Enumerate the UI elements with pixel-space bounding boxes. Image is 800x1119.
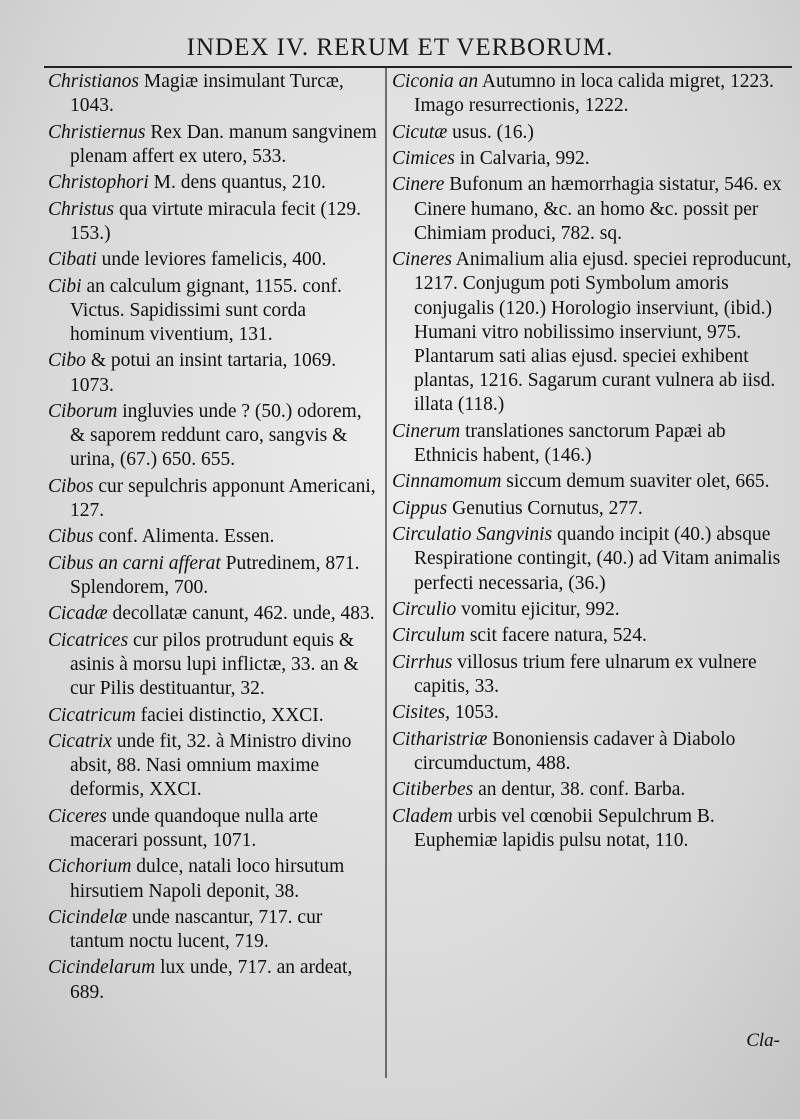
index-entry — [48, 906, 378, 954]
index-text: an dentur, 38. conf. Barba. — [473, 779, 686, 801]
index-text: urbis vel cœnobii Sepulchrum B. Euphemiæ lapidis pulsu notat, 110. — [414, 805, 715, 851]
index-entry — [392, 147, 792, 171]
index-entry — [392, 651, 792, 699]
index-keyword: Cippus — [392, 497, 448, 519]
index-keyword: Cibus — [48, 526, 94, 548]
index-entry — [48, 602, 378, 626]
index-text: 1053. — [449, 702, 499, 724]
index-text: Genutius Cornutus, 277. — [447, 497, 643, 519]
index-entry — [48, 275, 378, 348]
index-keyword: Citiberbes — [392, 779, 474, 801]
index-keyword: Ciceres — [48, 805, 107, 827]
index-text: unde quandoque nulla arte macerari possunt, 1071. — [70, 805, 319, 851]
index-text: M. dens quantus, 210. — [148, 172, 326, 194]
index-text: Autumno in loca calida migret, 1223. Imago resurrectionis, 1222. — [414, 71, 774, 117]
index-keyword: Ciconia an — [392, 71, 479, 92]
index-entry — [392, 805, 792, 853]
index-keyword: Cisites, — [392, 702, 450, 724]
index-keyword: Cicindelæ — [48, 906, 128, 928]
index-entry — [48, 475, 378, 523]
index-keyword: Cicatricum — [48, 704, 136, 726]
index-keyword: Cladem — [392, 805, 453, 827]
index-text: dulce, natali loco hirsutum hirsutiem Napoli deponit, 38. — [70, 856, 345, 902]
index-text: siccum demum suaviter olet, 665. — [501, 471, 770, 493]
index-text: vomitu ejicitur, 992. — [456, 598, 620, 620]
index-entry — [48, 956, 378, 1004]
index-entry — [48, 248, 378, 272]
index-keyword: Cinere — [392, 174, 445, 196]
index-text: lux unde, 717. an ardeat, 689. — [70, 957, 353, 1003]
index-text: cur pilos protrudunt equis & asinis à morsu lupi inflictæ, 33. an & cur Pilis destituantur, 32. — [70, 629, 359, 700]
index-keyword: Cineres — [392, 249, 452, 271]
index-keyword: Citharistriæ — [392, 728, 488, 750]
index-entry — [392, 778, 792, 802]
index-entry — [48, 730, 378, 803]
index-keyword: Cibo — [48, 350, 86, 372]
index-keyword: Cinnamomum — [392, 471, 502, 493]
index-text: Rex Dan. manum sangvinem plenam affert ex utero, 533. — [70, 121, 377, 167]
index-text: Magiæ insimulant Turcæ, 1043. — [70, 71, 344, 117]
index-text: unde leviores famelicis, 400. — [96, 249, 327, 271]
index-text: Putredinem, 871. Splendorem, 700. — [70, 552, 360, 598]
index-keyword: Cibati — [48, 249, 97, 271]
index-text: decollatæ canunt, 462. unde, 483. — [107, 603, 375, 625]
index-text: & potui an insint tartaria, 1069. 1073. — [70, 350, 337, 396]
index-entry — [392, 173, 792, 246]
index-keyword: Christophori — [48, 172, 149, 194]
index-entry — [392, 470, 792, 494]
index-text: conf. Alimenta. Essen. — [93, 526, 275, 548]
index-text: in Calvaria, 992. — [454, 147, 590, 169]
index-entry — [392, 121, 792, 145]
index-entry — [392, 624, 792, 648]
index-entry — [48, 400, 378, 473]
index-entry — [48, 525, 378, 549]
index-keyword: Cicadæ — [48, 603, 108, 625]
index-text: faciei distinctio, XXCI. — [135, 704, 324, 726]
index-keyword: Cibos — [48, 475, 94, 497]
index-entry — [392, 701, 792, 725]
index-keyword: Circulio — [392, 598, 457, 620]
index-entry — [48, 805, 378, 853]
index-entry — [48, 349, 378, 397]
index-entry — [392, 523, 792, 596]
index-keyword: Christiernus — [48, 121, 146, 143]
index-text: Bufonum an hæmorrhagia sistatur, 546. ex Cinere humano, &c. an homo &c. possit per Chimiam produci, 782. sq. — [414, 174, 782, 244]
index-entry — [392, 728, 792, 776]
index-keyword: Cicatrix — [48, 730, 112, 752]
index-keyword: Ciborum — [48, 400, 118, 422]
index-entry — [48, 855, 378, 903]
index-keyword: Cibi — [48, 275, 82, 297]
left-column — [48, 70, 378, 1007]
index-entry — [48, 704, 378, 728]
index-keyword: Cicatrices — [48, 629, 129, 651]
index-text: Bononiensis cadaver à Diabolo circumductum, 488. — [414, 728, 736, 774]
index-keyword: Cicindelarum — [48, 957, 156, 979]
header-rule — [44, 66, 792, 68]
index-keyword: Circulatio Sangvinis — [392, 524, 553, 546]
index-text: cur sepulchris apponunt Americani, 127. — [70, 475, 376, 521]
index-text: unde nascantur, 717. cur tantum noctu lucent, 719. — [70, 906, 323, 953]
index-entry — [392, 420, 792, 468]
index-text: villosus trium fere ulnarum ex vulnere capitis, 33. — [414, 651, 757, 697]
index-entry — [48, 629, 378, 702]
index-text: usus. (16.) — [447, 121, 534, 143]
index-keyword: Cibus an carni afferat — [48, 552, 221, 574]
index-text: qua virtute miracula fecit (129. 153.) — [70, 198, 362, 244]
index-keyword: Christianos — [48, 71, 140, 92]
right-column — [392, 70, 792, 855]
index-text: ingluvies unde ? (50.) odorem, & saporem reddunt caro, sangvis & urina, (67.) 650. 655. — [70, 400, 362, 471]
index-keyword: Cirrhus — [392, 651, 453, 673]
index-keyword: Christus — [48, 198, 115, 220]
index-keyword: Cimices — [392, 147, 455, 169]
index-text: Animalium alia ejusd. speciei reproducunt, 1217. Conjugum poti Symbolum amoris conjugalis (120.) Horologio inserviunt, (ibid.) Humani vitro nobilissimo inserviunt, 975. Plantarum sati alias ejusd. speciei exhibent plantas, 1216. Sagarum curant vulnera ab iisd. illata (118.) — [414, 249, 792, 416]
index-keyword: Cinerum — [392, 420, 461, 442]
index-entry — [48, 121, 378, 169]
index-entry — [392, 598, 792, 622]
index-entry — [392, 70, 792, 118]
index-keyword: Circulum — [392, 625, 465, 647]
column-divider — [385, 68, 387, 1078]
index-keyword: Cichorium — [48, 856, 132, 878]
index-text: scit facere natura, 524. — [464, 625, 647, 647]
index-text: quando incipit (40.) absque Respiratione contingit, (40.) ad Vitam animalis perfecti necessaria, (36.) — [414, 524, 781, 594]
index-entry — [48, 171, 378, 195]
index-entry — [48, 198, 378, 246]
index-entry — [48, 552, 378, 600]
index-entry — [48, 70, 378, 118]
index-entry — [392, 497, 792, 521]
index-keyword: Cicutæ — [392, 121, 448, 143]
index-text: an calculum gignant, 1155. conf. Victus. Sapidissimi sunt corda hominum viventium, 131. — [70, 275, 342, 345]
index-text: unde fit, 32. à Ministro divino absit, 88. Nasi omnium maxime deformis, XXCI. — [70, 730, 352, 801]
page-header: INDEX IV. RERUM ET VERBORUM. — [186, 34, 614, 61]
index-entry — [392, 248, 792, 417]
index-text: translationes sanctorum Papæi ab Ethnicis habent, (146.) — [414, 420, 726, 466]
catchword: Cla- — [746, 1030, 780, 1051]
